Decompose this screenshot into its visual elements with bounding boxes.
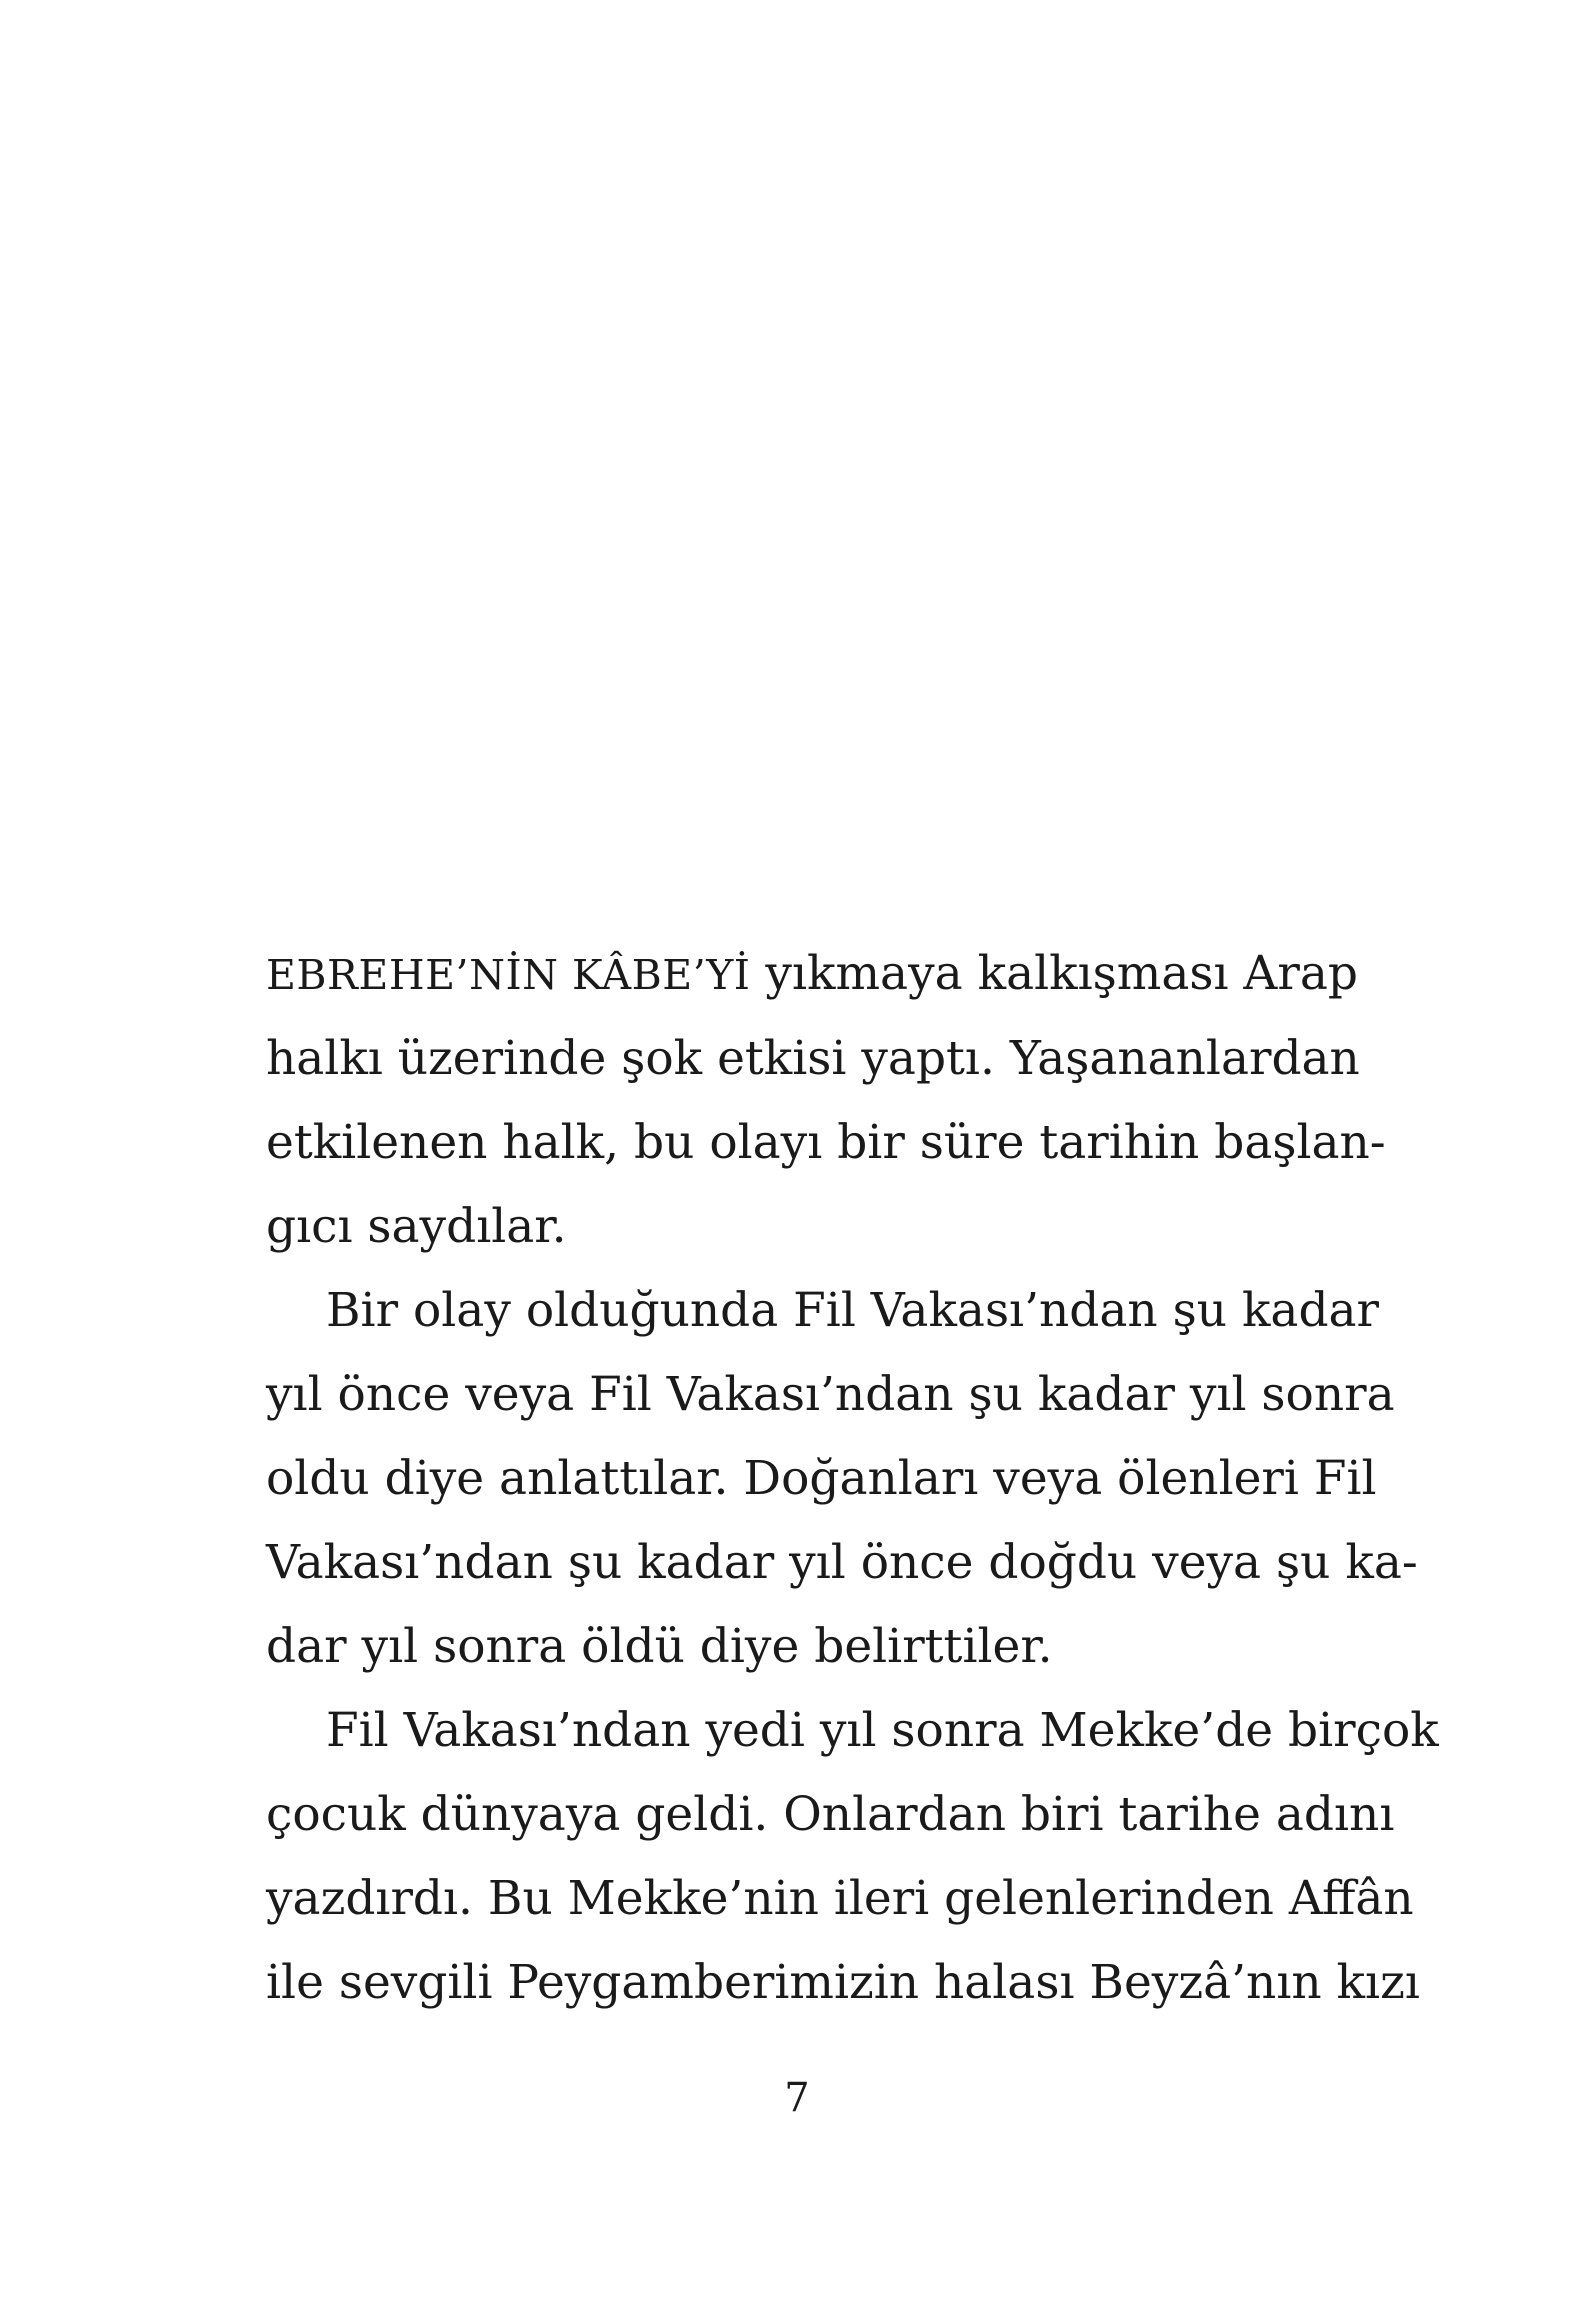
text-line: halkı üzerinde şok etkisi yaptı. Yaşananlardan [266,1031,1360,1086]
text-line: ile sevgili Peygamberimizin halası Beyzâ’nın kızı [266,1955,1420,2010]
text-line: Bir olay olduğunda Fil Vakası’ndan şu kadar [326,1283,1380,1338]
text-line: oldu diye anlattılar. Doğanları veya ölenleri Fil [266,1451,1377,1506]
text-line: Fil Vakası’ndan yedi yıl sonra Mekke’de birçok [326,1703,1439,1758]
page-number: 7 [784,2075,810,2121]
text-line: Vakası’ndan şu kadar yıl önce doğdu veya şu ka- [266,1535,1418,1590]
text-line: yıl önce veya Fil Vakası’ndan şu kadar yıl sonra [266,1367,1395,1422]
text-line: gıcı saydılar. [266,1199,567,1254]
text-line: dar yıl sonra öldü diye belirttiler. [266,1619,1053,1674]
paragraph-2 [266,1269,1418,1689]
chapter-lead-in: EBREHE’NİN KÂBE’Yİ [266,951,751,999]
text-line: yazdırdı. Bu Mekke’nin ileri gelenlerinden Affân [266,1871,1414,1926]
text-line [266,932,1358,1017]
line-text: yıkmaya kalkışması Arap [750,946,1358,1001]
body-text [266,932,1439,2025]
text-line: çocuk dünyaya geldi. Onlardan biri tarihe adını [266,1787,1395,1842]
text-line: etkilenen halk, bu olayı bir süre tarihin başlan- [266,1115,1386,1170]
paragraph-3 [266,1689,1439,2025]
paragraph-1 [266,932,1386,1269]
